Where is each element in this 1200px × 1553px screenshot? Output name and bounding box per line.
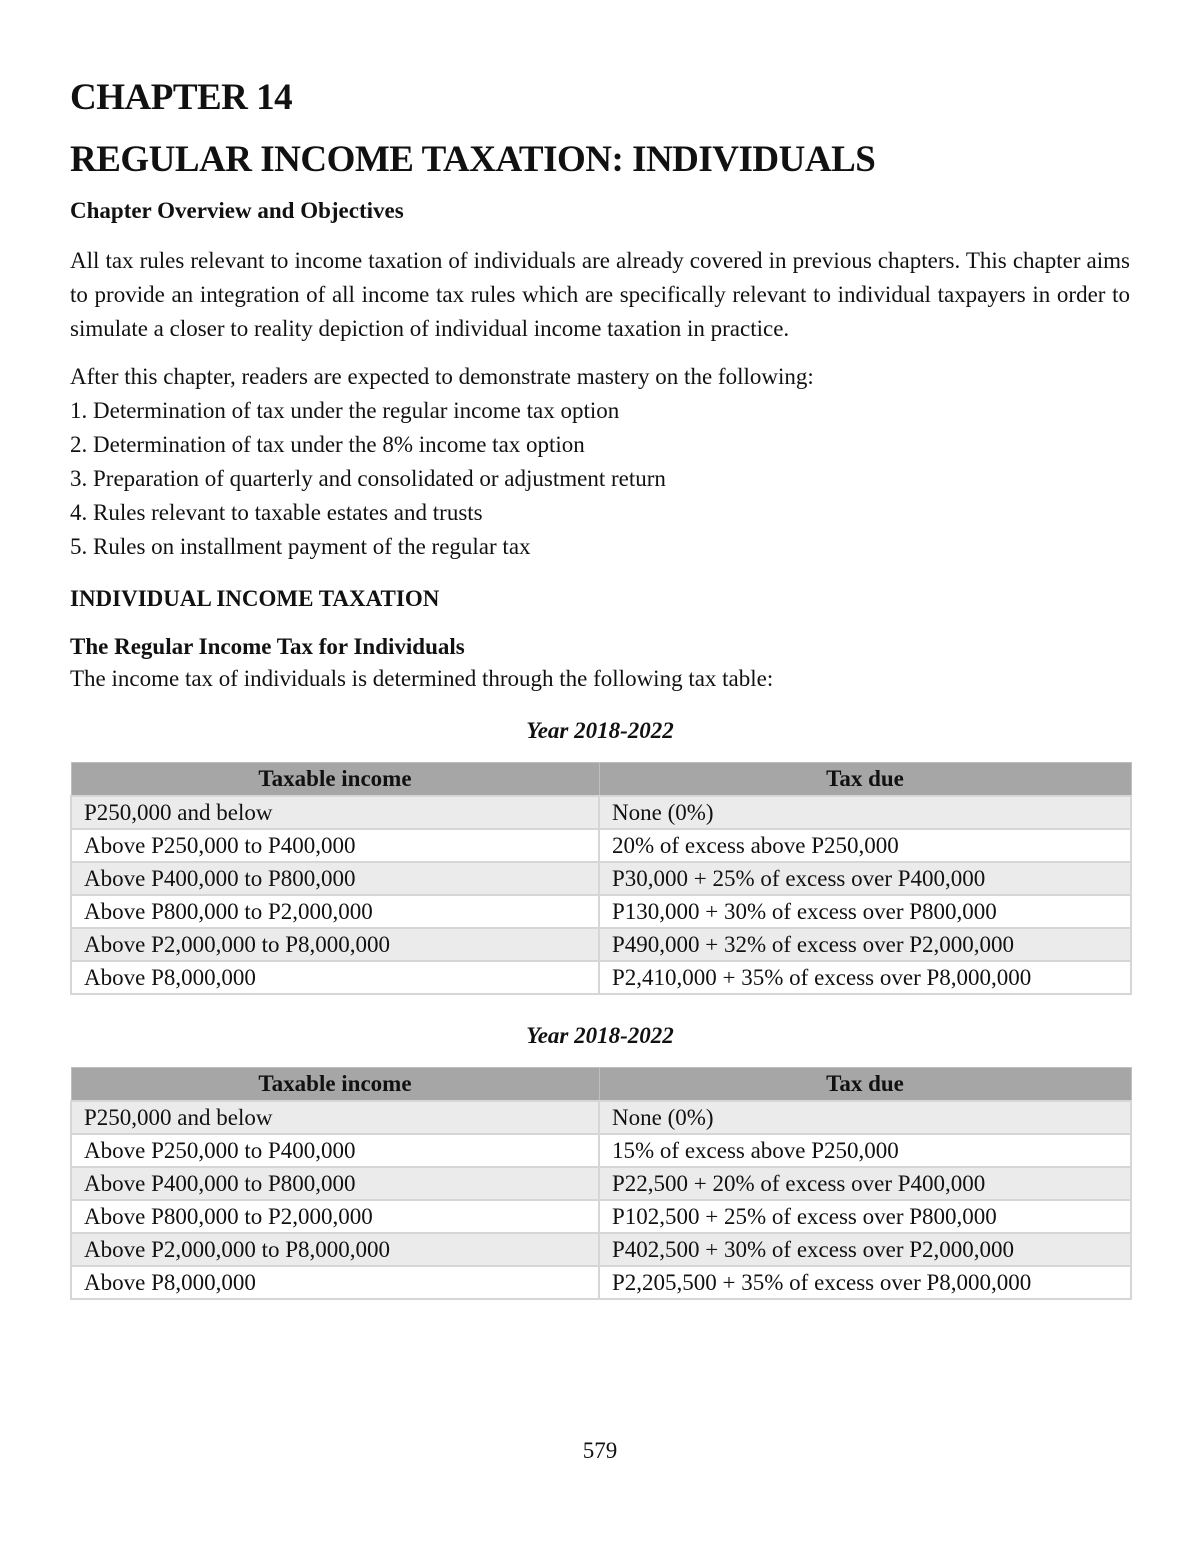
table-row	[71, 895, 1131, 928]
table-cell: Above P400,000 to P800,000	[71, 1167, 599, 1200]
objectives-list	[70, 394, 1130, 564]
table-row	[71, 1101, 1131, 1134]
table-caption: Year 2018-2022	[526, 718, 674, 743]
column-header: Taxable income	[71, 763, 599, 797]
table-cell: Above P250,000 to P400,000	[71, 829, 599, 862]
table-cell: 20% of excess above P250,000	[599, 829, 1131, 862]
table-cell: Above P400,000 to P800,000	[71, 862, 599, 895]
chapter-title: REGULAR INCOME TAXATION: INDIVIDUALS	[70, 139, 876, 180]
column-header: Tax due	[599, 763, 1131, 797]
table-cell: Above P2,000,000 to P8,000,000	[71, 1233, 599, 1266]
table-row	[71, 1266, 1131, 1299]
list-item: 3. Preparation of quarterly and consolidated or adjustment return	[70, 466, 666, 491]
list-item: 2. Determination of tax under the 8% income tax option	[70, 432, 585, 457]
document-page	[70, 70, 1130, 1300]
table-cell: P250,000 and below	[71, 796, 599, 829]
table-row	[71, 862, 1131, 895]
table-cell: None (0%)	[599, 796, 1131, 829]
table-cell: P2,205,500 + 35% of excess over P8,000,000	[599, 1266, 1131, 1299]
overview-paragraph: All tax rules relevant to income taxation of individuals are already covered in previous chapters. This chapter aims to provide an integration of all income tax rules which are specifically relevant to individual taxpayers in order to simulate a closer to reality depiction of individual income taxation in practice.	[70, 248, 1130, 341]
tax-table	[70, 762, 1132, 995]
table-cell: P490,000 + 32% of excess over P2,000,000	[599, 928, 1131, 961]
table-row	[71, 1134, 1131, 1167]
table-cell: P102,500 + 25% of excess over P800,000	[599, 1200, 1131, 1233]
table-cell: None (0%)	[599, 1101, 1131, 1134]
table-row	[71, 928, 1131, 961]
column-header: Tax due	[599, 1068, 1131, 1102]
tax-table	[70, 1067, 1132, 1300]
table-row	[71, 1200, 1131, 1233]
table-cell: P130,000 + 30% of excess over P800,000	[599, 895, 1131, 928]
table-intro-text: The income tax of individuals is determined through the following tax table:	[70, 666, 774, 691]
objectives-intro: After this chapter, readers are expected to demonstrate mastery on the following:	[70, 364, 814, 389]
table-cell: P22,500 + 20% of excess over P400,000	[599, 1167, 1131, 1200]
table-cell: Above P8,000,000	[71, 961, 599, 994]
list-item: 5. Rules on installment payment of the regular tax	[70, 534, 531, 559]
table-row	[71, 1233, 1131, 1266]
table-cell: Above P250,000 to P400,000	[71, 1134, 599, 1167]
column-header: Taxable income	[71, 1068, 599, 1102]
table-row	[71, 1167, 1131, 1200]
table-row	[71, 796, 1131, 829]
table-header-row	[71, 763, 1131, 797]
table-cell: Above P800,000 to P2,000,000	[71, 1200, 599, 1233]
table-cell: P30,000 + 25% of excess over P400,000	[599, 862, 1131, 895]
table-cell: P2,410,000 + 35% of excess over P8,000,000	[599, 961, 1131, 994]
table-cell: P250,000 and below	[71, 1101, 599, 1134]
section-heading: INDIVIDUAL INCOME TAXATION	[70, 586, 440, 611]
list-item: 1. Determination of tax under the regular income tax option	[70, 398, 620, 423]
table-cell: Above P800,000 to P2,000,000	[71, 895, 599, 928]
table-cell: P402,500 + 30% of excess over P2,000,000	[599, 1233, 1131, 1266]
table-cell: Above P2,000,000 to P8,000,000	[71, 928, 599, 961]
table-cell: 15% of excess above P250,000	[599, 1134, 1131, 1167]
table-row	[71, 961, 1131, 994]
overview-heading: Chapter Overview and Objectives	[70, 198, 404, 223]
table-header-row	[71, 1068, 1131, 1102]
table-row	[71, 829, 1131, 862]
table-cell: Above P8,000,000	[71, 1266, 599, 1299]
chapter-number: CHAPTER 14	[70, 77, 293, 118]
page-number: 579	[582, 1438, 618, 1463]
section-subheading: The Regular Income Tax for Individuals	[70, 634, 465, 659]
table-caption: Year 2018-2022	[526, 1023, 674, 1048]
list-item: 4. Rules relevant to taxable estates and trusts	[70, 500, 483, 525]
